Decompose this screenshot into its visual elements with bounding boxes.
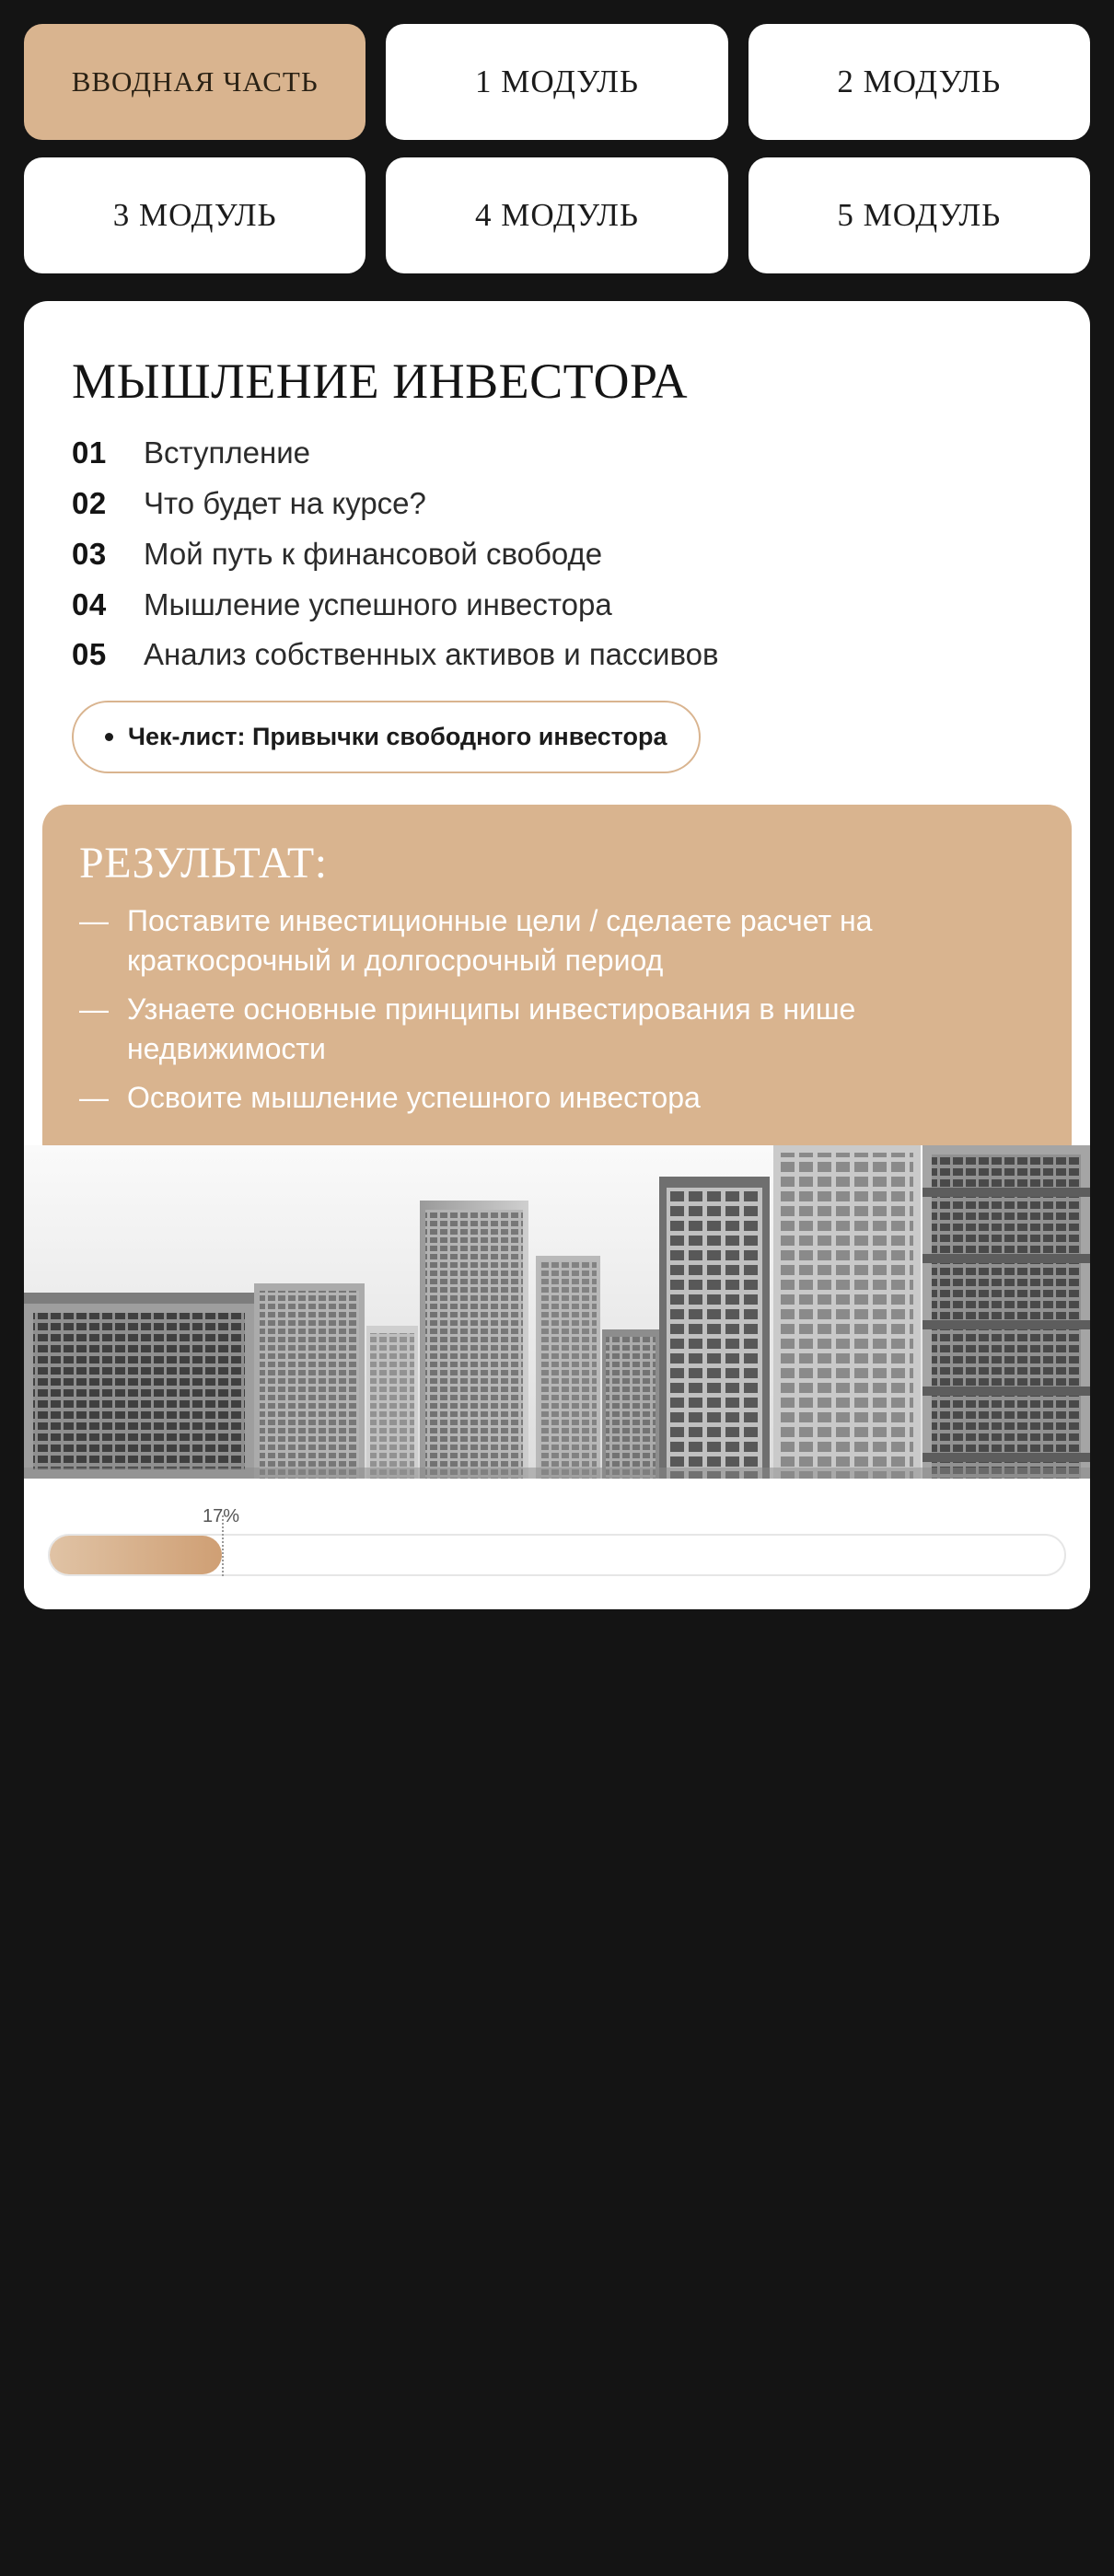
lesson-number: 01 [72,435,107,470]
page-title: МЫШЛЕНИЕ ИНВЕСТОРА [72,354,689,409]
result-text: Освоите мышление успешного инвестора [127,1080,701,1114]
lesson-number: 02 [72,485,107,520]
result-title: РЕЗУЛЬТАТ: [79,839,328,888]
progress-section [24,1479,1090,1609]
lesson-number: 03 [72,536,107,571]
bullet-icon [105,733,113,741]
dash-icon: — [79,1080,109,1114]
list-item [79,990,1035,1069]
list-item [79,901,1035,981]
list-item [79,1078,1035,1118]
tab-module-1[interactable]: 1 МОДУЛЬ [386,24,727,140]
lesson-title: Анализ собственных активов и пассивов [144,637,719,672]
checklist-badge[interactable] [72,701,701,773]
dash-icon: — [79,904,109,938]
module-content-card [24,301,1090,1609]
tab-intro[interactable]: ВВОДНАЯ ЧАСТЬ [24,24,366,140]
tab-module-2[interactable]: 2 МОДУЛЬ [748,24,1090,140]
tab-module-3[interactable]: 3 МОДУЛЬ [24,157,366,273]
progress-bar-fill [50,1536,222,1574]
lesson-number: 05 [72,637,107,672]
dash-icon: — [79,992,109,1027]
progress-label-row [48,1506,1066,1534]
checklist-row [72,701,1042,805]
lesson-title: Вступление [144,435,310,470]
city-photo [24,1145,1090,1479]
progress-bar[interactable] [48,1534,1066,1576]
lesson-title: Мой путь к финансовой свободе [144,536,603,571]
tab-module-5[interactable]: 5 МОДУЛЬ [748,157,1090,273]
progress-tick-marker [222,1515,224,1576]
result-text: Поставите инвестиционные цели / сделаете расчет на краткосрочный и долгосрочный период [127,904,873,978]
lesson-number: 04 [72,586,107,621]
list-item[interactable] [72,633,1042,677]
lesson-title: Мышление успешного инвестора [144,586,612,621]
progress-percent-label: 17% [203,1505,240,1526]
list-item[interactable] [72,482,1042,526]
card-body [24,301,1090,805]
list-item[interactable] [72,432,1042,475]
module-tabs [24,24,1090,273]
result-text: Узнаете основные принципы инвестирования в нише недвижимости [127,992,856,1065]
list-item[interactable] [72,533,1042,576]
city-photo-illustration [24,1145,1090,1479]
lesson-title: Что будет на курсе? [144,485,426,520]
list-item[interactable] [72,584,1042,627]
result-block [42,805,1072,1166]
tab-module-4[interactable]: 4 МОДУЛЬ [386,157,727,273]
lesson-list [72,432,1042,677]
checklist-label: Чек-лист: Привычки свободного инвестора [128,723,667,751]
